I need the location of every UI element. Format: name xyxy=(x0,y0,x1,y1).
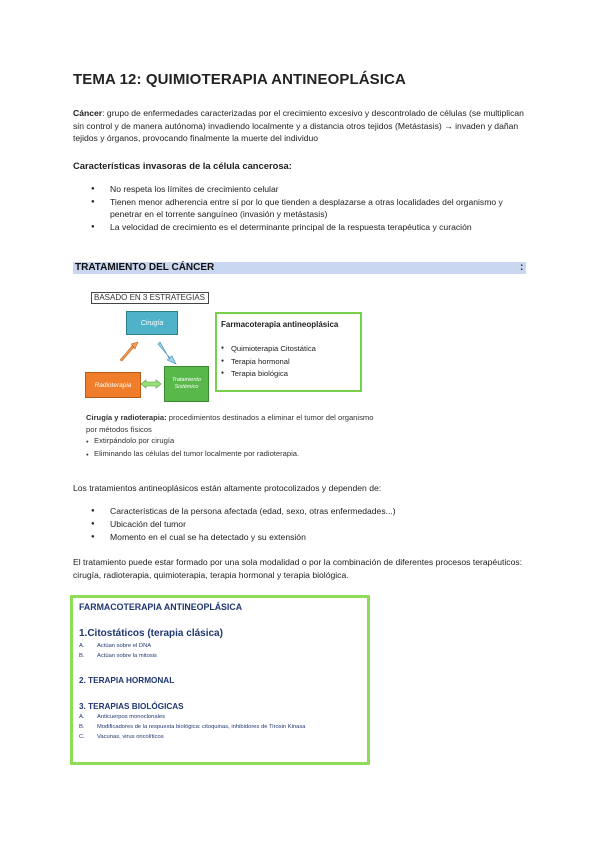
list-letter: A. xyxy=(79,714,85,720)
strategies-label: BASADO EN 3 ESTRATEGIAS xyxy=(91,292,209,304)
list-text: Vacunas, virus oncolíticos xyxy=(97,734,164,740)
list-item: ● Momento en el cual se ha detectado y su extensión xyxy=(91,531,531,543)
section-terapias-biologicas: 3. TERAPIAS BIOLÓGICAS xyxy=(79,702,184,711)
farmacoterapia-box xyxy=(215,312,362,392)
protocol-intro: Los tratamientos antineoplásicos están altamente protocolizados y dependen de: xyxy=(73,483,382,493)
arrow-up-right-icon xyxy=(120,342,138,361)
list-item: ● Tienen menor adherencia entre sí por lo que tienden a desplazarse a otras localidades del organismo y penetrar en el torrente sanguíneo (invasión y metástasis) xyxy=(91,196,531,220)
list-item xyxy=(79,651,361,661)
cirugia-radioterapia-term: Cirugía y radioterapia: xyxy=(86,413,167,422)
tratamiento-colon: : xyxy=(520,262,524,273)
farmacoterapia-box-title: Farmacoterapia antineoplásica xyxy=(221,320,339,329)
cirugia-radioterapia-text xyxy=(86,412,376,460)
cirugia-radioterapia-desc: procedimientos destinados a eliminar el tumor del organismo por métodos físicos xyxy=(86,413,374,434)
cancer-definition-text: : grupo de enfermedades caracterizadas por el crecimiento excesivo y descontrolado de células (se multiplican sin control y de manera autónoma) invadiendo localmente y a distancia otros tejidos (Metástasis) → invaden y dañan tejidos y órganos, provocando finalmente la muerte del individuo xyxy=(73,108,524,143)
list-text: Actúan sobre la mitosis xyxy=(97,653,157,659)
list-item xyxy=(79,712,361,722)
page-title: TEMA 12: QUIMIOTERAPIA ANTINEOPLÁSICA xyxy=(73,71,406,88)
list-letter: B. xyxy=(79,724,85,730)
list-text: Modificadores de la respuesta biológica: citoquinas, inhibidores de Tirosin Kinasa xyxy=(97,724,306,730)
list-item: ● Extirpándolo por cirugía xyxy=(86,435,376,447)
list-item xyxy=(79,722,361,732)
list-item: ● Eliminando las células del tumor localmente por radioterapia. xyxy=(86,448,376,460)
radioterapia-box: Radioterapia xyxy=(85,372,141,398)
tratamiento-text: El tratamiento puede estar formado por una sola modalidad o por la combinación de diferentes procesos terapéuticos: cirugía, radioterapia, quimioterapia, terapia hormonal y terapia biológica. xyxy=(73,557,523,580)
list-item xyxy=(79,641,361,651)
list-letter: A. xyxy=(79,643,85,649)
list-item: ● Ubicación del tumor xyxy=(91,518,531,530)
cancer-term: Cáncer xyxy=(73,108,103,118)
list-item: ● Terapia biológica xyxy=(221,368,355,380)
double-arrow-icon xyxy=(141,380,161,388)
caracteristicas-list xyxy=(91,183,531,234)
farmacoterapia-summary-box xyxy=(70,595,370,765)
sistemico-box: Tratamiento Sistémico xyxy=(164,366,209,402)
cirugia-box: Cirugía xyxy=(126,311,178,335)
list-letter: B. xyxy=(79,653,85,659)
list-item: ● La velocidad de crecimiento es el determinante principal de la respuesta terapéutica y curación xyxy=(91,221,531,233)
caracteristicas-heading: Características invasoras de la célula cancerosa: xyxy=(73,160,292,171)
diagram-arrows xyxy=(110,336,190,396)
list-item: ● Terapia hormonal xyxy=(221,356,355,368)
farmaco-box-title: FARMACOTERAPIA ANTINEOPLÁSICA xyxy=(79,602,243,612)
list-item: ● Quimioterapia Citostática xyxy=(221,343,355,355)
protocol-list xyxy=(91,505,531,544)
arrow-down-right-icon xyxy=(158,342,176,364)
cancer-definition xyxy=(73,107,533,145)
tratamiento-heading: TRATAMIENTO DEL CÁNCER xyxy=(75,262,215,273)
list-item xyxy=(79,732,361,742)
list-text: Actúan sobre el DNA xyxy=(97,643,152,649)
list-letter: C. xyxy=(79,734,85,740)
section-terapia-hormonal: 2. TERAPIA HORMONAL xyxy=(79,676,175,685)
list-item: ● No respeta los límites de crecimiento celular xyxy=(91,183,531,195)
list-text: Anticuerpos monoclonales xyxy=(97,714,165,720)
section-citostaticos: 1.Citostáticos (terapia clásica) xyxy=(79,628,223,639)
list-item: ● Características de la persona afectada (edad, sexo, otras enfermedades...) xyxy=(91,505,531,517)
